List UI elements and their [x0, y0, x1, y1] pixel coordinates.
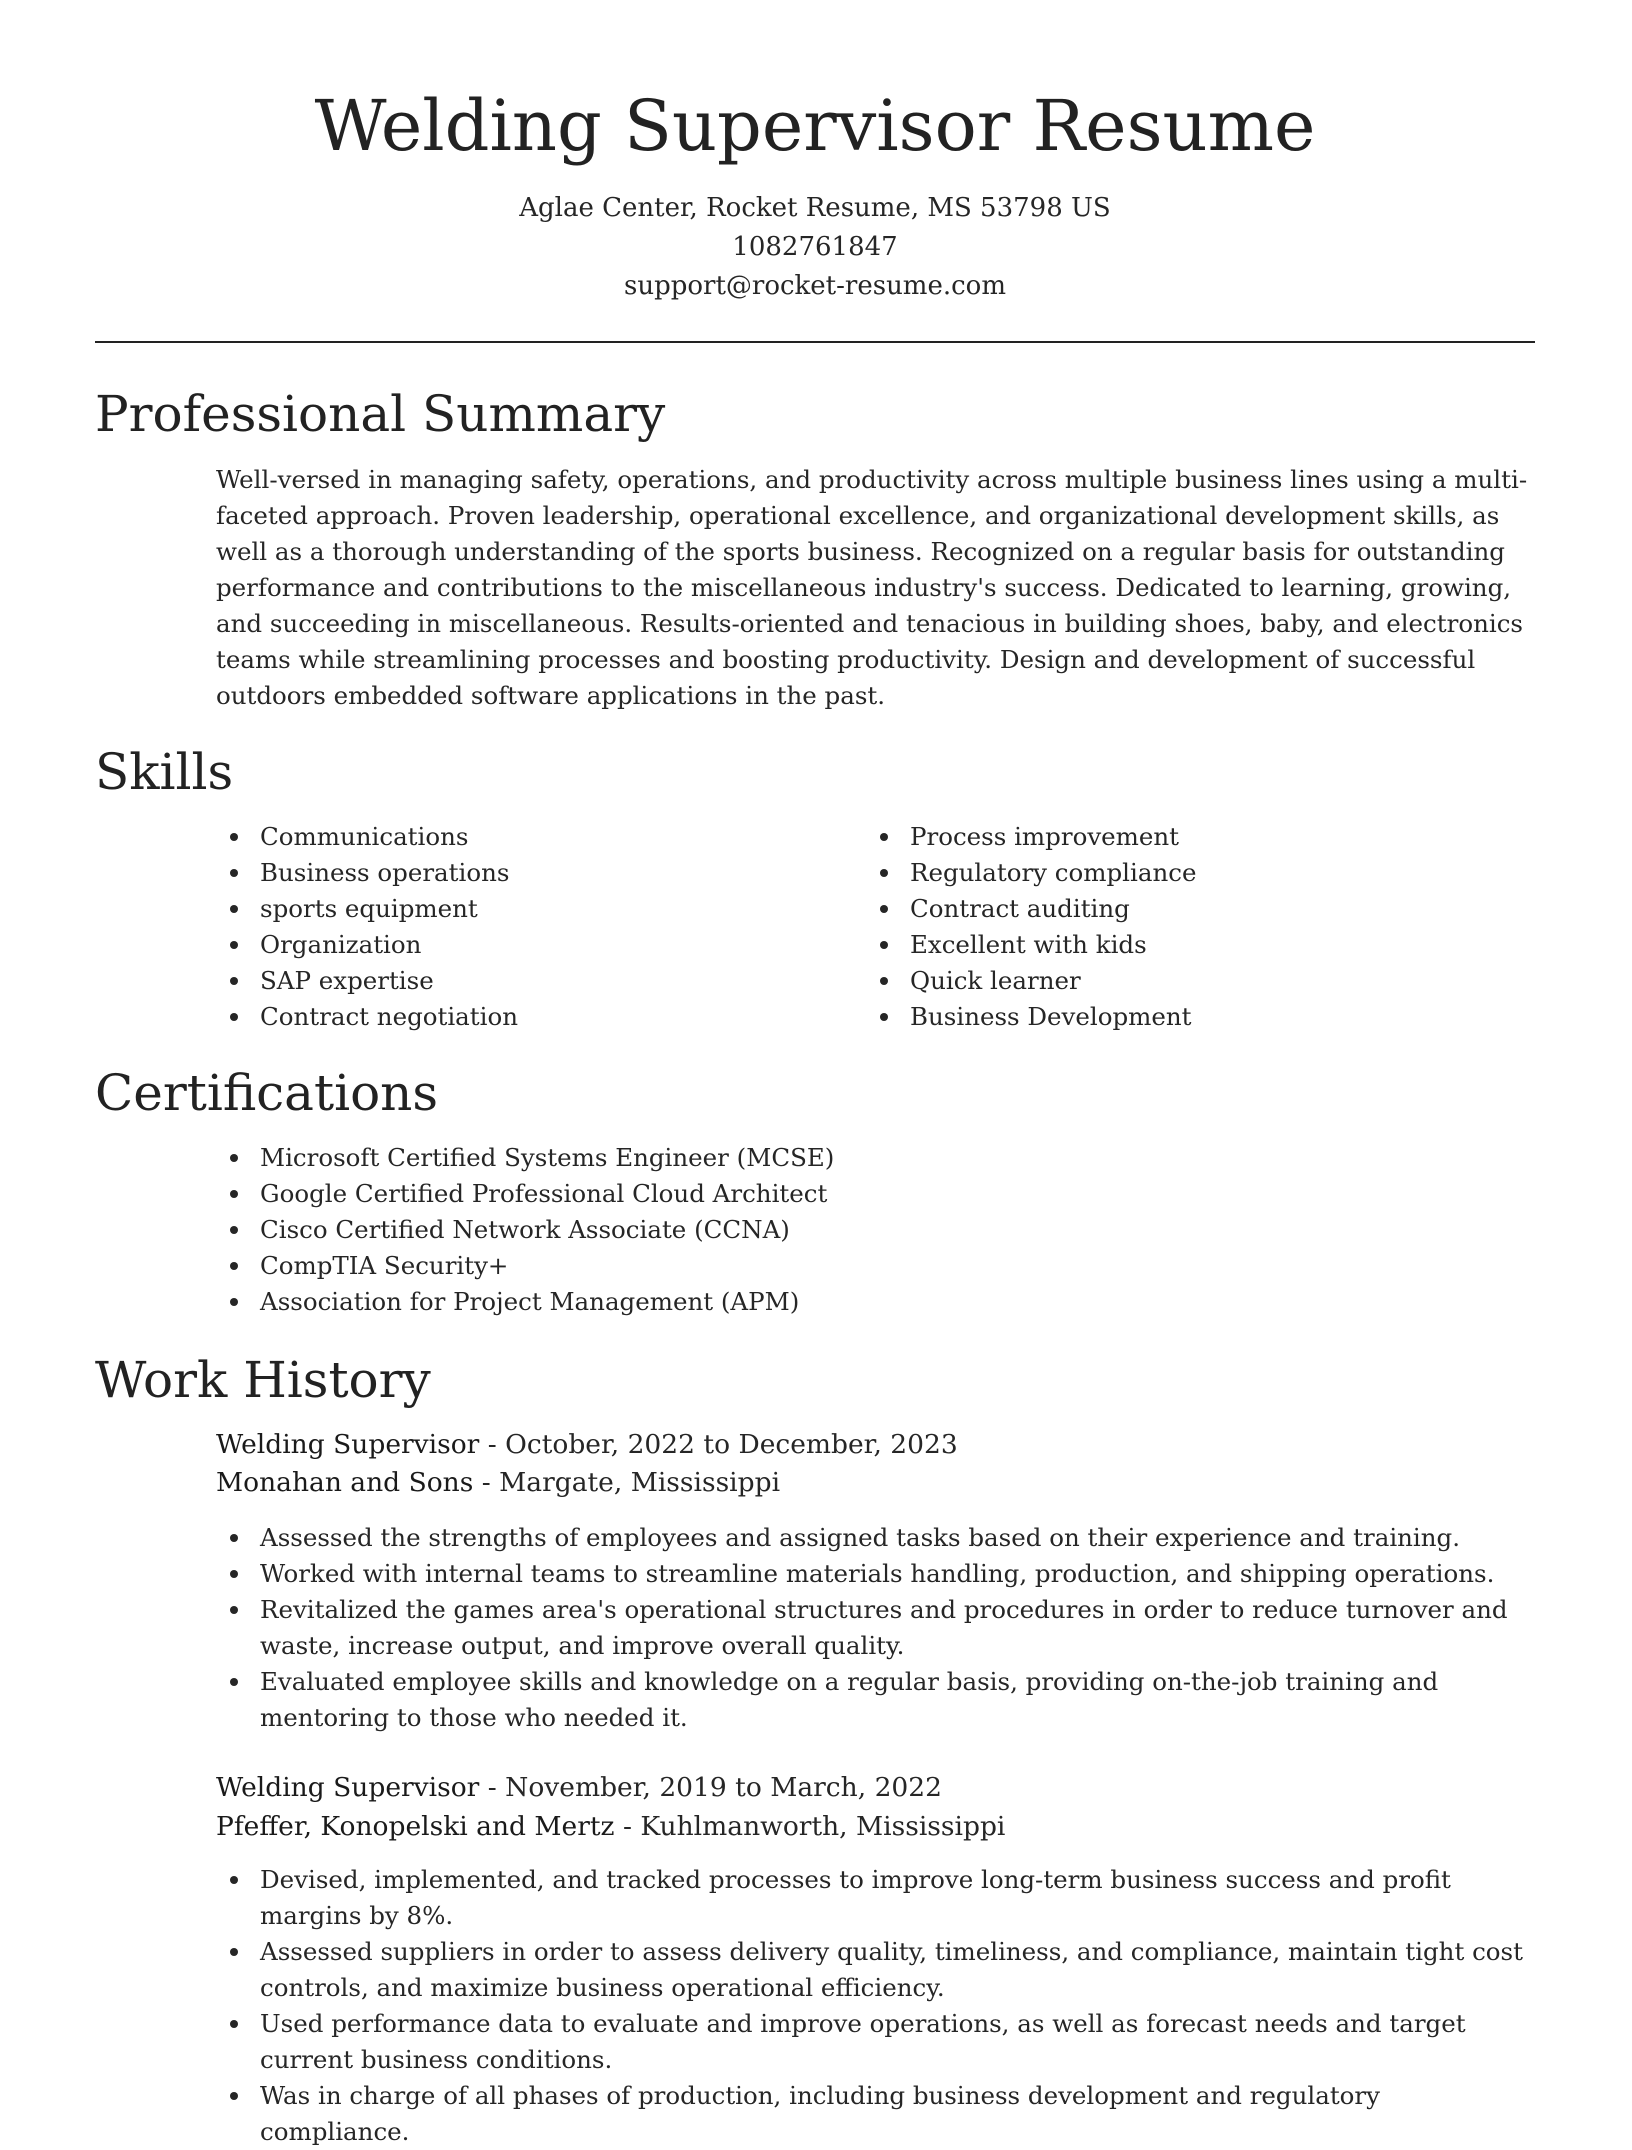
job-bullet: Worked with internal teams to streamline materials handling, production, and shipping operations. [216, 1556, 1536, 1592]
contact-email: support@rocket-resume.com [623, 271, 1006, 301]
job-bullet: Used performance data to evaluate and improve operations, as well as forecast needs and target current business conditions. [216, 2006, 1536, 2078]
work-history-heading: Work History [95, 1351, 431, 1409]
certification-item: Association for Project Management (APM) [216, 1284, 1536, 1320]
job-company: Pfeffer, Konopelski and Mertz [216, 1811, 615, 1842]
job-bullet: Was in charge of all phases of production, including business development and regulatory compliance. [216, 2078, 1536, 2150]
job-title-line [216, 1769, 1536, 1807]
certification-item: Cisco Certified Network Associate (CCNA) [216, 1212, 1536, 1248]
skill-item: Process improvement [866, 819, 1526, 855]
summary-heading: Professional Summary [95, 385, 666, 443]
job-bullet: Devised, implemented, and tracked processes to improve long-term business success and profit margins by 8%. [216, 1862, 1536, 1934]
job-company-line [216, 1808, 1536, 1846]
job-bullet: Assessed the strengths of employees and assigned tasks based on their experience and training. [216, 1520, 1536, 1556]
skills-heading: Skills [95, 743, 234, 801]
job-bullets [216, 1862, 1536, 2150]
skill-item: sports equipment [216, 891, 856, 927]
skill-item: Excellent with kids [866, 927, 1526, 963]
job-title-line [216, 1426, 1536, 1464]
contact-address: Aglae Center, Rocket Resume, MS 53798 US [519, 193, 1111, 223]
skills-list-right [866, 819, 1526, 1035]
skill-item: Contract negotiation [216, 999, 856, 1035]
job-bullet: Evaluated employee skills and knowledge on a regular basis, providing on-the-job training and mentoring to those who needed it. [216, 1664, 1536, 1736]
resume-title: Welding Supervisor Resume [314, 85, 1316, 167]
job-company: Monahan and Sons [216, 1467, 474, 1498]
job-title: Welding Supervisor [216, 1429, 480, 1460]
skill-item: Organization [216, 927, 856, 963]
job-bullets [216, 1520, 1536, 1736]
job-location: - Margate, Mississippi [473, 1467, 781, 1498]
certification-item: Google Certified Professional Cloud Architect [216, 1176, 1536, 1212]
job-bullet: Revitalized the games area's operational structures and procedures in order to reduce turnover and waste, increase output, and improve overall quality. [216, 1592, 1536, 1664]
summary-text: Well-versed in managing safety, operations, and productivity across multiple business lines using a multi-faceted approach. Proven leadership, operational excellence, and organizational development skills, as well as a thorough understanding of the sports business. Recognized on a regular basis for outstanding performance and contributions to the miscellaneous industry's success. Dedicated to learning, growing, and succeeding in miscellaneous. Results-oriented and tenacious in building shoes, baby, and electronics teams while streamlining processes and boosting productivity. Design and development of successful outdoors embedded software applications in the past. [216, 465, 1528, 710]
job-location: - Kuhlmanworth, Mississippi [614, 1811, 1006, 1842]
certifications-list [216, 1140, 1536, 1320]
contact-phone: 1082761847 [732, 232, 898, 262]
skills-list-left [216, 819, 856, 1035]
certification-item: CompTIA Security+ [216, 1248, 1536, 1284]
job-company-line [216, 1464, 1536, 1502]
skill-item: Communications [216, 819, 856, 855]
certification-item: Microsoft Certified Systems Engineer (MCSE) [216, 1140, 1536, 1176]
job-title: Welding Supervisor [216, 1772, 480, 1803]
skill-item: Contract auditing [866, 891, 1526, 927]
job-bullet: Assessed suppliers in order to assess delivery quality, timeliness, and compliance, maintain tight cost controls, and maximize business operational efficiency. [216, 1934, 1536, 2006]
skill-item: Business Development [866, 999, 1526, 1035]
skill-item: SAP expertise [216, 963, 856, 999]
skill-item: Regulatory compliance [866, 855, 1526, 891]
skill-item: Business operations [216, 855, 856, 891]
job-dates: - October, 2022 to December, 2023 [479, 1429, 958, 1460]
job-dates: - November, 2019 to March, 2022 [479, 1772, 943, 1803]
certifications-heading: Certifications [95, 1064, 439, 1122]
skill-item: Quick learner [866, 963, 1526, 999]
header-divider [95, 341, 1535, 343]
